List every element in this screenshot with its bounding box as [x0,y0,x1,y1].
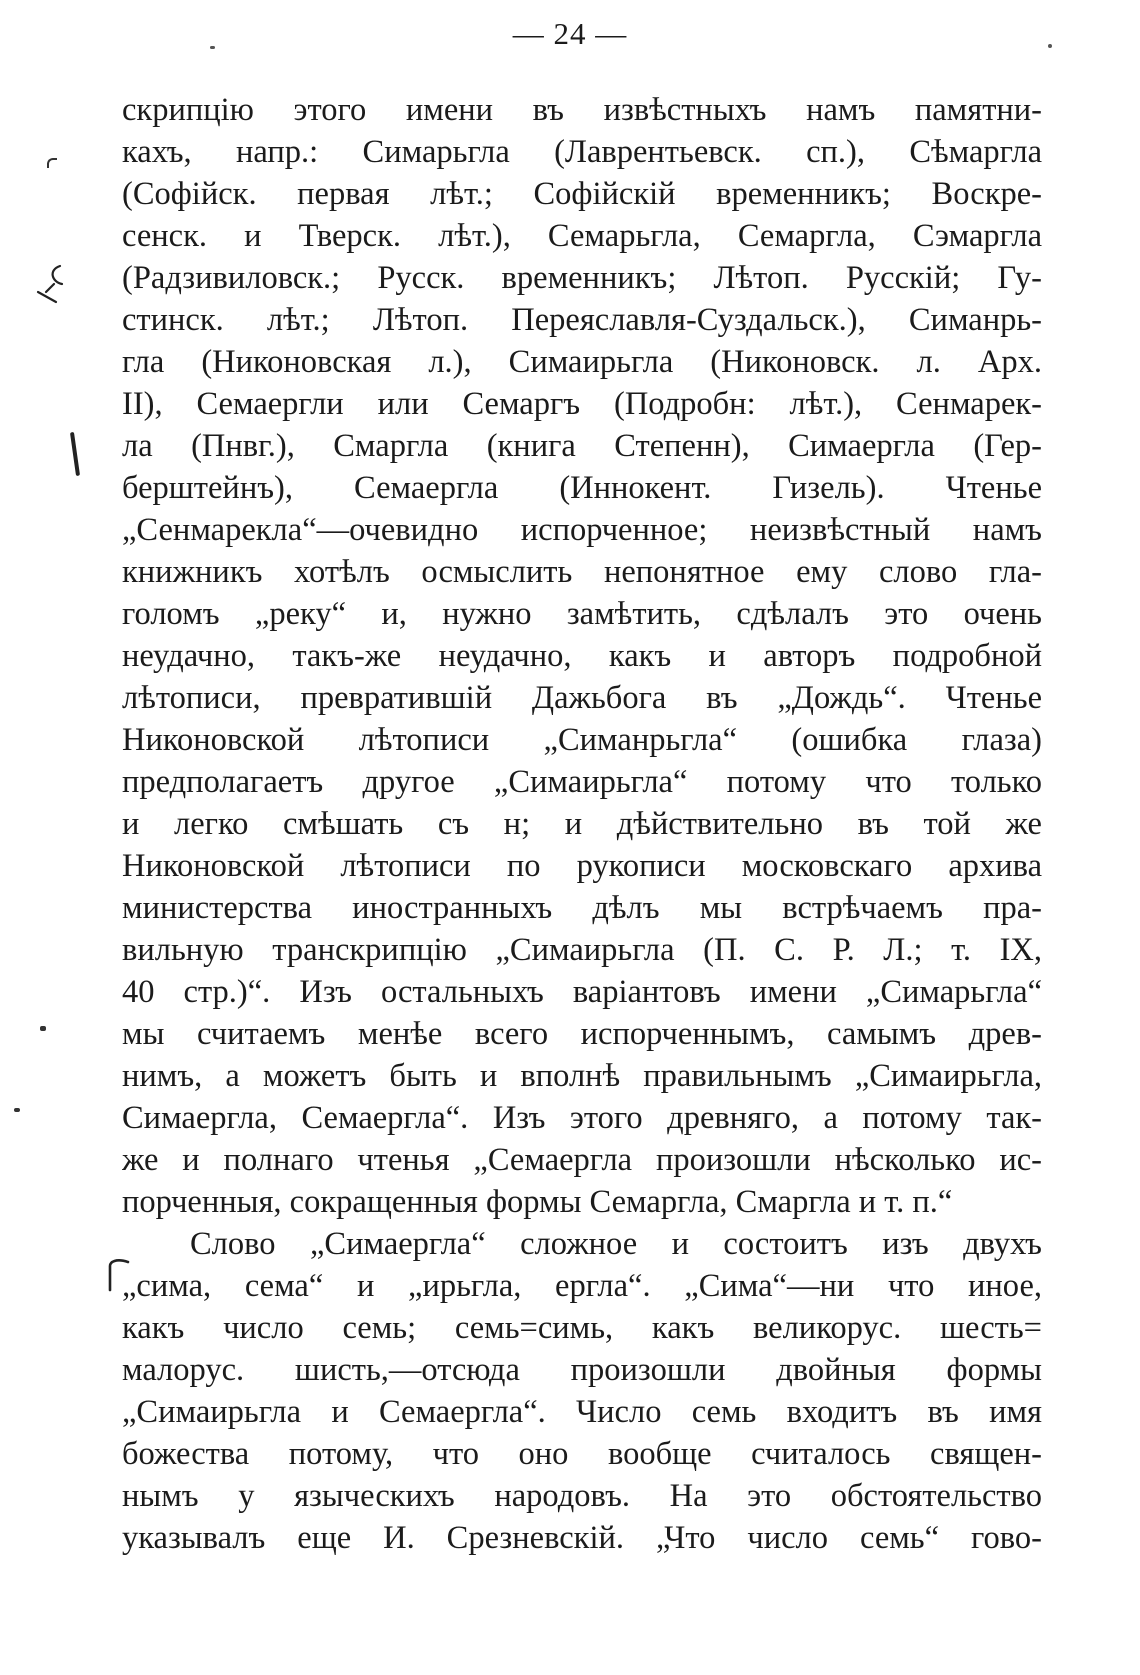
margin-speck [40,1026,46,1031]
body-text [122,89,1042,1559]
text-line: какъ число семь; семь=симь, какъ великорус. шесть= [122,1310,1042,1346]
text-line: 40 стр.)“. Изъ остальныхъ варіантовъ имени „Симарьгла“ [122,974,1042,1010]
text-line: кахъ, напр.: Симарьгла (Лаврентьевск. сп.), Сѣмаргла [122,134,1042,170]
page-number: — 24 — [512,16,628,51]
text-line: Никоновской лѣтописи по рукописи московскаго архива [122,848,1042,884]
text-line: божества потому, что оно вообще считалось священ- [122,1436,1042,1472]
text-line: гла (Никоновская л.), Симаирьгла (Никоновск. л. Арх. [122,344,1042,380]
text-line: Симаергла, Семаергла“. Изъ этого древняго, а потому так- [122,1100,1042,1136]
text-line: книжникъ хотѣлъ осмыслить непонятное ему слово гла- [122,554,1042,590]
text-line: сенск. и Тверск. лѣт.), Семарьгла, Семаргла, Сэмаргла [122,218,1042,254]
margin-pencil-mark [34,262,68,312]
text-line: лѣтописи, превратившій Дажьбога въ „Дождь“. Чтенье [122,680,1042,716]
text-line: (Софійск. первая лѣт.; Софійскій временникъ; Воскре- [122,176,1042,212]
text-line: малорус. шисть,—отсюда произошли двойныя формы [122,1352,1042,1388]
text-line: мы считаемъ менѣе всего испорченнымъ, самымъ древ- [122,1016,1042,1052]
text-line: вильную транскрипцію „Симаирьгла (П. С. Р. Л.; т. IX, [122,932,1042,968]
text-line: предполагаетъ другое „Симаирьгла“ потому что только [122,764,1042,800]
text-line: указывалъ еще И. Срезневскій. „Что число семь“ гово- [122,1520,1042,1556]
text-line: скрипцію этого имени въ извѣстныхъ намъ памятни- [122,92,1042,128]
text-line: нимъ, а можетъ быть и вполнѣ правильнымъ „Симаирьгла, [122,1058,1042,1094]
text-line: порченныя, сокращенныя формы Семаргла, Смаргла и т. п.“ [122,1184,953,1220]
text-line: берштейнъ), Семаергла (Иннокент. Гизель). Чтенье [122,470,1042,506]
text-line: II), Семаергли или Семаргъ (Подробн: лѣт.), Сенмарек- [122,386,1042,422]
text-line: „сима, сема“ и „ирьгла, ергла“. „Сима“—ни что иное, [122,1268,1042,1304]
text-line: „Симаирьгла и Семаергла“. Число семь входитъ въ имя [122,1394,1042,1430]
text-line: же и полнаго чтенья „Семаергла произошли нѣсколько ис- [122,1142,1042,1178]
margin-speck [14,1108,20,1112]
text-line: Никоновской лѣтописи „Симанрьгла“ (ошибка глаза) [122,722,1042,758]
text-line: министерства иностранныхъ дѣлъ мы встрѣчаемъ пра- [122,890,1042,926]
text-line: стинск. лѣт.; Лѣтоп. Переяславля-Суздальск.), Симанрь- [122,302,1042,338]
margin-pencil-mark [70,432,80,476]
margin-speck [210,46,215,49]
margin-pencil-mark [47,158,57,168]
margin-speck [1048,44,1052,48]
text-line: „Сенмарекла“—очевидно испорченное; неизвѣстный намъ [122,512,1042,548]
text-line-paragraph-start: Слово „Симаергла“ сложное и состоитъ изъ двухъ [190,1226,1042,1262]
text-line: неудачно, такъ-же неудачно, какъ и авторъ подробной [122,638,1042,674]
text-line: (Радзивиловск.; Русск. временникъ; Лѣтоп. Русскій; Гу- [122,260,1042,296]
text-line: и легко смѣшать съ н; и дѣйствительно въ той же [122,806,1042,842]
text-line: нымъ у языческихъ народовъ. На это обстоятельство [122,1478,1042,1514]
text-line: ла (Пнвг.), Смаргла (книга Степенн), Симаергла (Гер- [122,428,1042,464]
text-line: голомъ „реку“ и, нужно замѣтить, сдѣлалъ это очень [122,596,1042,632]
